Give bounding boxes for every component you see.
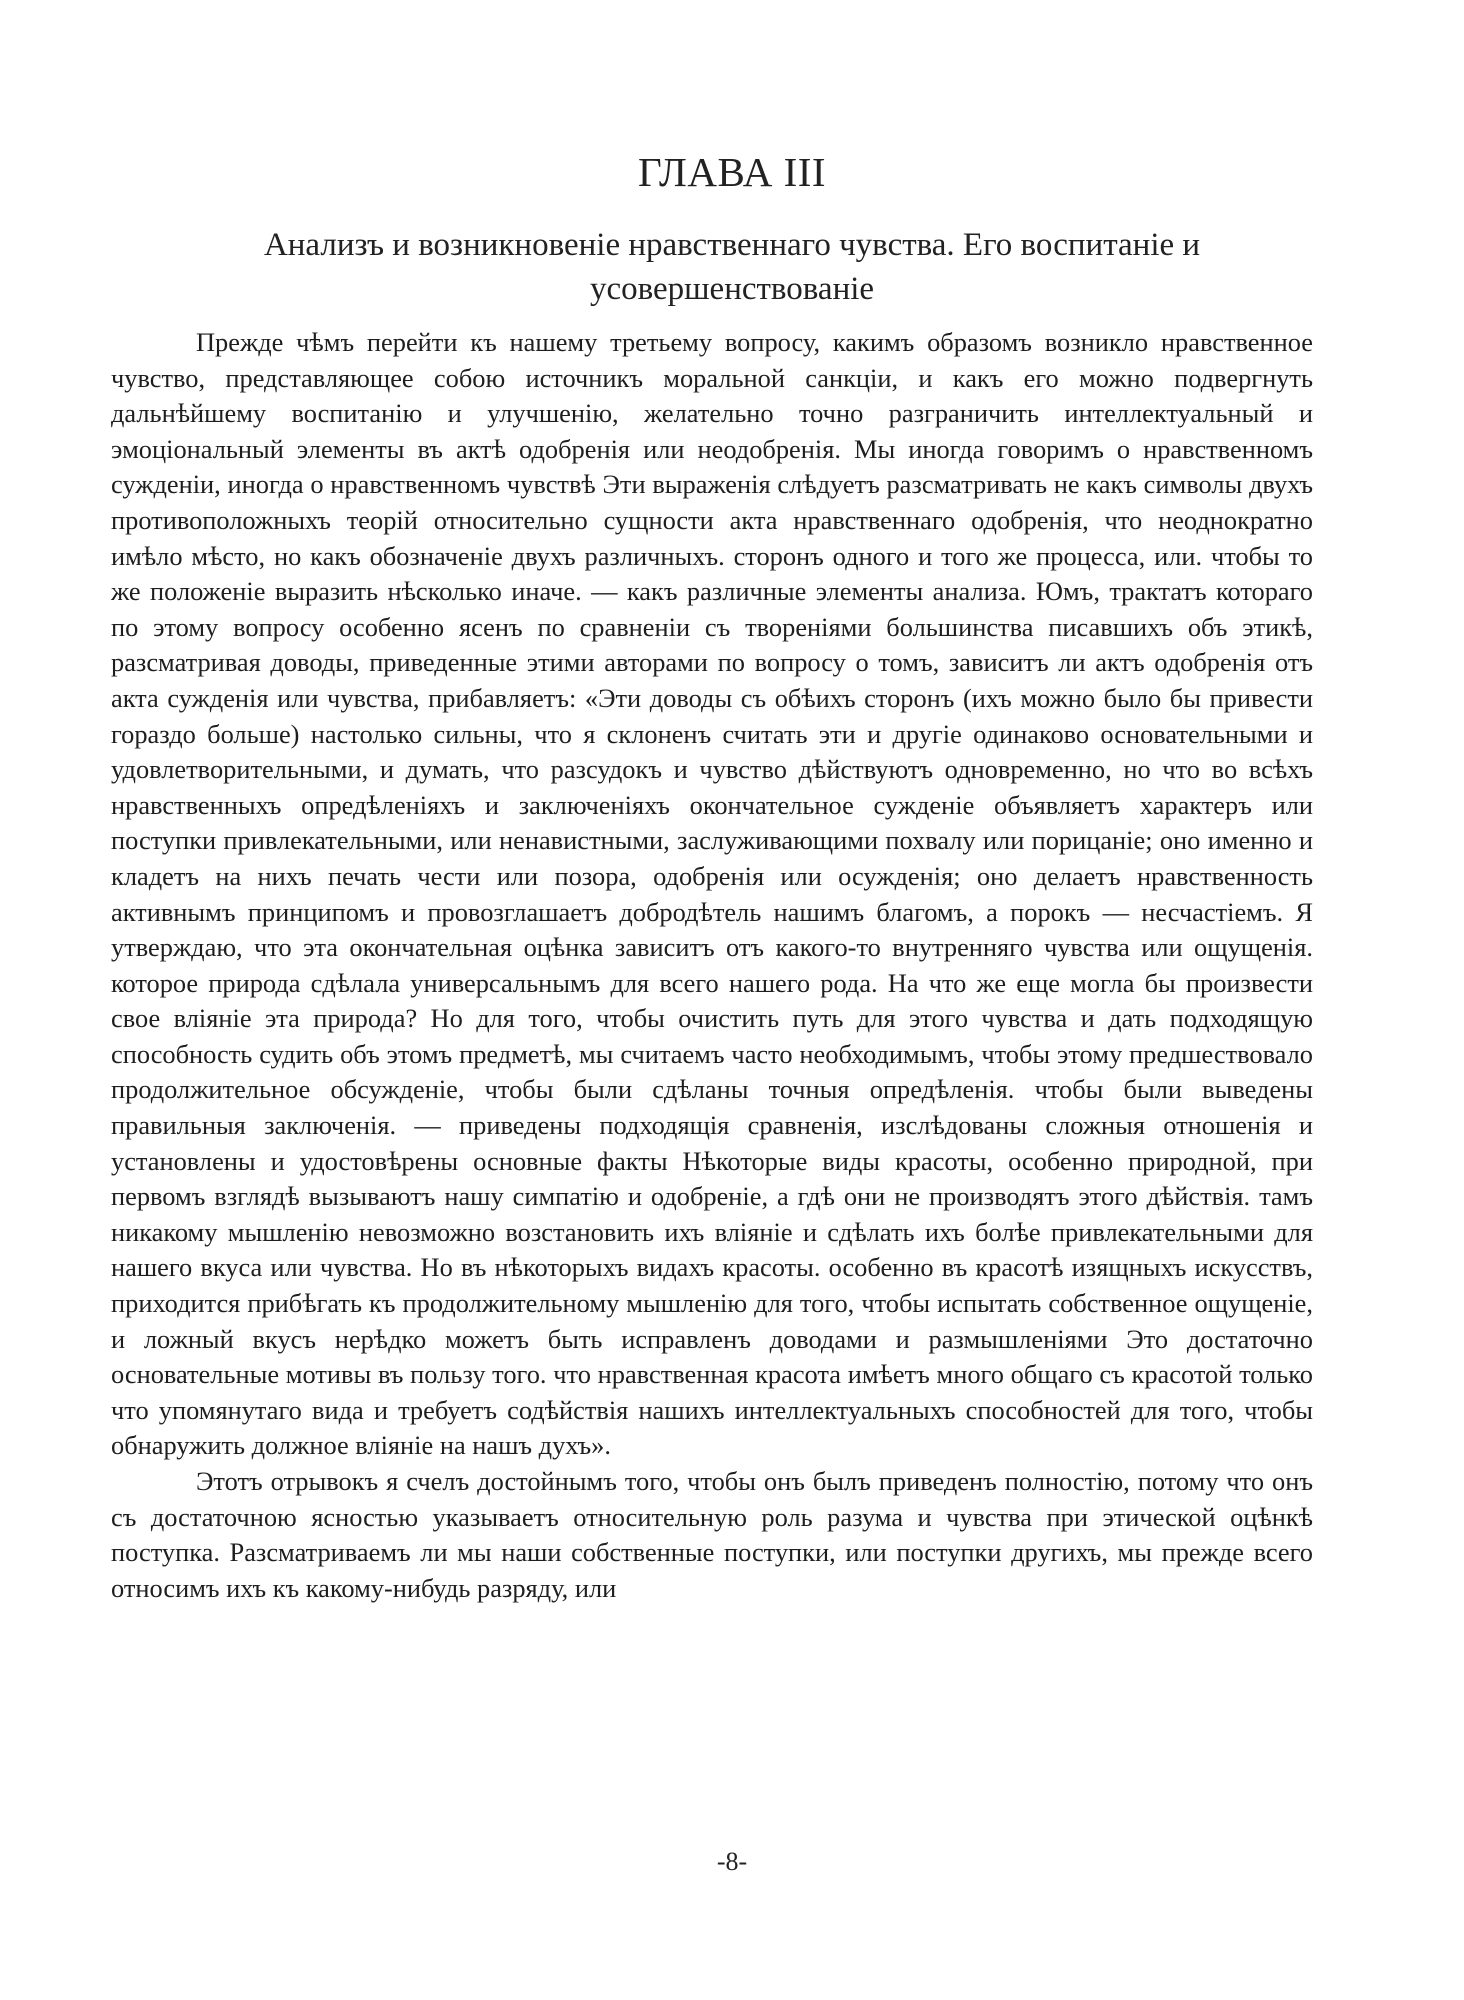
paragraph-1: Прежде чѣмъ перейти къ нашему третьему вопросу, какимъ образомъ возникло нравственное чувство, представляющее собою источникъ моральной санкціи, и какъ его можно подвергнуть дальнѣйшему воспитанію и улучшенію, желательно точно разграничить интеллектуальный и эмоціональный элементы въ актѣ одобренія или неодобренія. Мы иногда говоримъ о нравственномъ сужденіи, иногда о нравственномъ чувствѣ Эти выраженія слѣдуетъ разсматривать не какъ символы двухъ противоположныхъ теорій относительно сущности акта нравственнаго одобренія, что неоднократно имѣло мѣсто, но какъ обозначеніе двухъ различныхъ. сторонъ одного и того же процесса, или. чтобы то же положеніе выразить нѣсколько иначе. — какъ различные элементы анализа. Юмъ, трактатъ котораго по этому вопросу особенно ясенъ по сравненіи съ твореніями большинства писавшихъ объ этикѣ, разсматривая доводы, приведенные этими авторами по вопросу о томъ, зависитъ ли актъ одобренія отъ акта сужденія или чувства, прибавляетъ: «Эти доводы съ обѣихъ сторонъ (ихъ можно было бы привести гораздо больше) настолько сильны, что я склоненъ считать эти и другіе одинаково основательными и удовлетворительными, и думать, что разсудокъ и чувство дѣйствуютъ одновременно, но что во всѣхъ нравственныхъ опредѣленіяхъ и заключеніяхъ окончательное сужденіе объявляетъ характеръ или поступки привлекательными, или ненавистными, заслуживающими похвалу или порицаніе; оно именно и кладетъ на нихъ печать чести или позора, одобренія или осужденія; оно делаетъ нравственность активнымъ принципомъ и провозглашаетъ добродѣтель нашимъ благомъ, а порокъ — несчастіемъ. Я утверждаю, что эта окончательная оцѣнка зависитъ отъ какого-то внутренняго чувства или ощущенія. которое природа сдѣлала универсальнымъ для всего нашего рода. На что же еще могла бы произвести свое вліяніе эта природа? Но для того, чтобы очистить путь для этого чувства и дать подходящую способность судить объ этомъ предметѣ, мы считаемъ часто необходимымъ, чтобы этому предшествовало продолжительное обсужденіе, чтобы были сдѣланы точныя опредѣленія. чтобы были выведены правильныя заключенія. — приведены подходящія сравненія, изслѣдованы сложныя отношенія и установлены и удостовѣрены основные факты Нѣкоторые виды красоты, особенно природной, при первомъ взглядѣ вызываютъ нашу симпатію и одобреніе, а гдѣ они не производятъ этого дѣйствія. тамъ никакому мышленію невозможно возстановить ихъ вліяніе и сдѣлать ихъ болѣе привлекательными для нашего вкуса или чувства. Но въ нѣкоторыхъ видахъ красоты. особенно въ красотѣ изящныхъ искусствъ, приходится прибѣгать къ продолжительному мышленію для того, чтобы испытать собственное ощущеніе, и ложный вкусъ нерѣдко можетъ быть исправленъ доводами и размышленіями Это достаточно основательные мотивы въ пользу того. что нравственная красота имѣетъ много общаго съ красотой только что упомянутаго вида и требуетъ содѣйствія нашихъ интеллектуальныхъ способностей для того, чтобы обнаружить должное вліяніе на нашъ духъ». (111, 327, 1313, 1461)
page-number: -8- (716, 1847, 748, 1876)
paragraph-2: Этотъ отрывокъ я счелъ достойнымъ того, чтобы онъ былъ приведенъ полностію, потому что онъ съ достаточною ясностью указываетъ относительную роль разума и чувства при этической оцѣнкѣ поступка. Разсматриваемъ ли мы наши собственные поступки, или поступки другихъ, мы прежде всего относимъ ихъ къ какому-нибудь разряду, или (111, 1466, 1313, 1603)
chapter-heading: ГЛАВА III (637, 149, 827, 195)
body-text (111, 325, 1313, 1606)
chapter-subtitle: Анализъ и возникновеніе нравственнаго чувства. Его воспитаніе и усовершенствованіе (263, 227, 1201, 307)
